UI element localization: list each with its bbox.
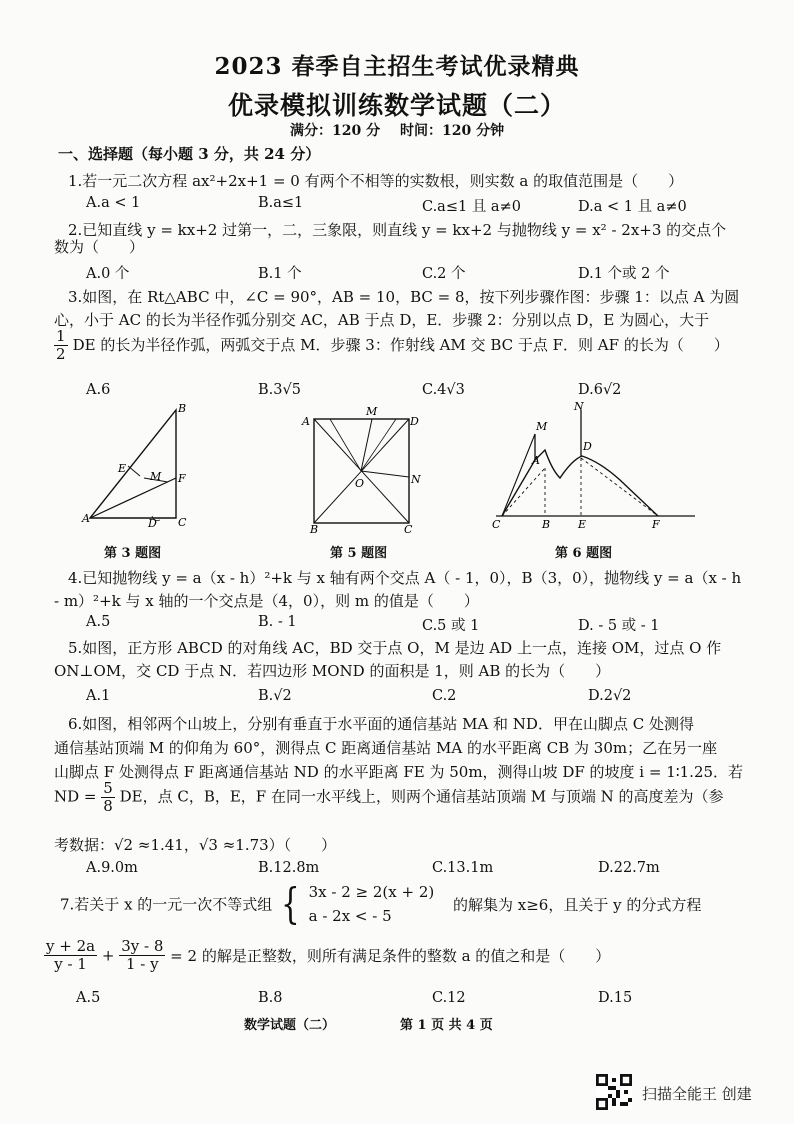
figure-5-caption: 第 5 题图: [330, 546, 388, 561]
question-5-line1: 5.如图，正方形 ABCD 的对角线 AC，BD 交于点 O，M 是边 AD 上一点，连接 OM，过点 O 作: [68, 639, 722, 657]
fig5-label-o: O: [355, 477, 365, 490]
fig5-label-m: M: [366, 405, 378, 418]
q3-option-d: D.6√2: [578, 382, 622, 398]
fig3-label-f: F: [178, 472, 186, 485]
q4-option-b: B. - 1: [258, 614, 297, 630]
fig6-label-e: E: [578, 518, 587, 531]
q1-option-c: C.a≤1 且 a≠0: [422, 199, 521, 215]
q5-option-c: C.2: [432, 688, 457, 704]
question-3-line2: 心，小于 AC 的长为半径作弧分别交 AC，AB 于点 D，E．步骤 2：分别以点 D，E 为圆心，大于: [54, 311, 710, 329]
question-4-line2: - m）²+k 与 x 轴的一个交点是（4，0），则 m 的值是（ ）: [54, 592, 479, 610]
figure-6-caption: 第 6 题图: [555, 546, 613, 561]
q5-option-a: A.1: [86, 688, 111, 704]
full-score: 满分：120 分: [290, 123, 381, 139]
figure-3-caption: 第 3 题图: [104, 546, 162, 561]
q5-option-d: D.2√2: [588, 688, 632, 704]
q6-option-a: A.9.0m: [86, 860, 138, 876]
footer-page-number: 第 1 页 共 4 页: [400, 1018, 493, 1033]
figure-3-triangle: [80, 400, 200, 530]
fig6-label-f: F: [652, 518, 660, 531]
question-2-line1: 2.已知直线 y = kx+2 过第一，二，三象限，则直线 y = kx+2 与抛物线 y = x² - 2x+3 的交点个: [68, 221, 727, 239]
question-6-line5: 考数据：√2 ≈1.41，√3 ≈1.73）（ ）: [54, 836, 337, 854]
figure-6-hills: [490, 398, 700, 533]
q2-option-a: A.0 个: [86, 266, 130, 282]
q6-option-d: D.22.7m: [598, 860, 660, 876]
question-1-text: 1.若一元二次方程 ax²+2x+1 = 0 有两个不相等的实数根，则实数 a 的取值范围是（ ）: [68, 172, 684, 190]
q7-option-a: A.5: [76, 990, 101, 1006]
scanner-watermark: 扫描全能王 创建: [642, 1085, 752, 1103]
fraction-2: $\frac{3y - 8}{1 - y}$: [121, 937, 164, 973]
question-6-line1: 6.如图，相邻两个山坡上，分别有垂直于水平面的通信基站 MA 和 ND．甲在山脚点 C 处测得: [68, 715, 694, 733]
question-7-line1: 7.若关于 x 的一元一次不等式组 { 3x - 2 ≥ 2(x + 2) a - 2x < - 5 的解集为 x≥6，且关于 y 的分式方程: [60, 879, 702, 928]
q4-option-c: C.5 或 1: [422, 618, 480, 634]
question-6-line2: 通信基站顶端 M 的仰角为 60°，测得点 C 距离通信基站 MA 的水平距离 CB 为 30m；乙在另一座: [54, 739, 718, 757]
q4-option-d: D. - 5 或 - 1: [578, 618, 660, 634]
fig6-label-c: C: [492, 518, 501, 531]
system-brace: {: [281, 879, 300, 928]
fraction-one-half: $\frac{1}{2}$: [56, 327, 66, 363]
q6-option-c: C.13.1m: [432, 860, 494, 876]
fig3-label-c: C: [178, 516, 187, 529]
question-3-line1: 3.如图，在 Rt△ABC 中，∠C = 90°，AB = 10，BC = 8，按下列步骤作图：步骤 1：以点 A 为圆: [68, 288, 740, 306]
fig5-label-d: D: [410, 415, 419, 428]
fraction-five-eighths: $\frac{5}{8}$: [103, 779, 113, 815]
fig3-label-b: B: [178, 402, 187, 415]
q4-option-a: A.5: [86, 614, 111, 630]
question-4-line1: 4.已知抛物线 y = a（x - h）²+k 与 x 轴有两个交点 A（ - 1，0），B（3，0），抛物线 y = a（x - h: [68, 569, 742, 587]
fraction-1: $\frac{y + 2a}{y - 1}$: [46, 937, 96, 973]
exam-time: 时间：120 分钟: [400, 123, 505, 139]
fig3-label-d: D: [148, 517, 157, 530]
fig3-label-m: M: [150, 470, 162, 483]
footer-subject: 数学试题（二）: [244, 1018, 336, 1033]
q2-option-b: B.1 个: [258, 266, 302, 282]
question-5-line2: ON⊥OM，交 CD 于点 N．若四边形 MOND 的面积是 1，则 AB 的长为（ ）: [54, 662, 611, 680]
q3-option-a: A.6: [86, 382, 111, 398]
figure-5-square: [300, 405, 425, 535]
q1-option-b: B.a≤1: [258, 195, 304, 211]
exam-series-title: 2023 春季自主招生考试优录精典: [214, 53, 580, 80]
fig6-label-b: B: [542, 518, 551, 531]
question-7-line2: $\frac{y + 2a}{y - 1}$ + $\frac{3y - 8}{1 - y}$ = 2 的解是正整数，则所有满足条件的整数 a 的值之和是（ ）: [46, 937, 611, 973]
question-6-line4: ND = $\frac{5}{8}$ DE，点 C，B，E，F 在同一水平线上，则两个通信基站顶端 M 与顶端 N 的高度差为（参: [54, 779, 724, 815]
fig3-label-a: A: [82, 512, 90, 525]
q1-option-d: D.a < 1 且 a≠0: [578, 199, 687, 215]
q7-option-d: D.15: [598, 990, 633, 1006]
q1-option-a: A.a < 1: [86, 195, 141, 211]
fig5-label-b: B: [310, 523, 319, 535]
question-2-line2: 数为（ ）: [54, 238, 145, 256]
q7-option-c: C.12: [432, 990, 466, 1006]
q3-option-c: C.4√3: [422, 382, 465, 398]
fig5-label-a: A: [302, 415, 310, 428]
q7-option-b: B.8: [258, 990, 283, 1006]
q5-option-b: B.√2: [258, 688, 292, 704]
q2-option-d: D.1 个或 2 个: [578, 266, 670, 282]
section-heading: 一、选择题（每小题 3 分，共 24 分）: [58, 145, 321, 163]
fig6-label-n: N: [574, 400, 584, 413]
q2-option-c: C.2 个: [422, 266, 466, 282]
qr-code-icon: [596, 1074, 632, 1110]
question-3-line3: $\frac{1}{2}$ DE 的长为半径作弧，两弧交于点 M．步骤 3：作射线 AM 交 BC 于点 F．则 AF 的长为（ ）: [56, 327, 729, 363]
fig6-label-a: A: [532, 454, 540, 467]
fig6-label-d: D: [583, 440, 592, 453]
q3-option-b: B.3√5: [258, 382, 301, 398]
inequality-system: 3x - 2 ≥ 2(x + 2) a - 2x < - 5: [308, 883, 435, 925]
fig5-label-n: N: [411, 473, 421, 486]
q6-option-b: B.12.8m: [258, 860, 320, 876]
fig6-label-m: M: [536, 420, 548, 433]
exam-title: 优录模拟训练数学试题（二）: [227, 91, 566, 120]
fig5-label-c: C: [404, 523, 413, 535]
question-6-line3: 山脚点 F 处测得点 F 距离通信基站 ND 的水平距离 FE 为 50m，测得山坡 DF 的坡度 i = 1∶1.25．若: [54, 763, 744, 781]
fig3-label-e: E: [118, 462, 127, 475]
